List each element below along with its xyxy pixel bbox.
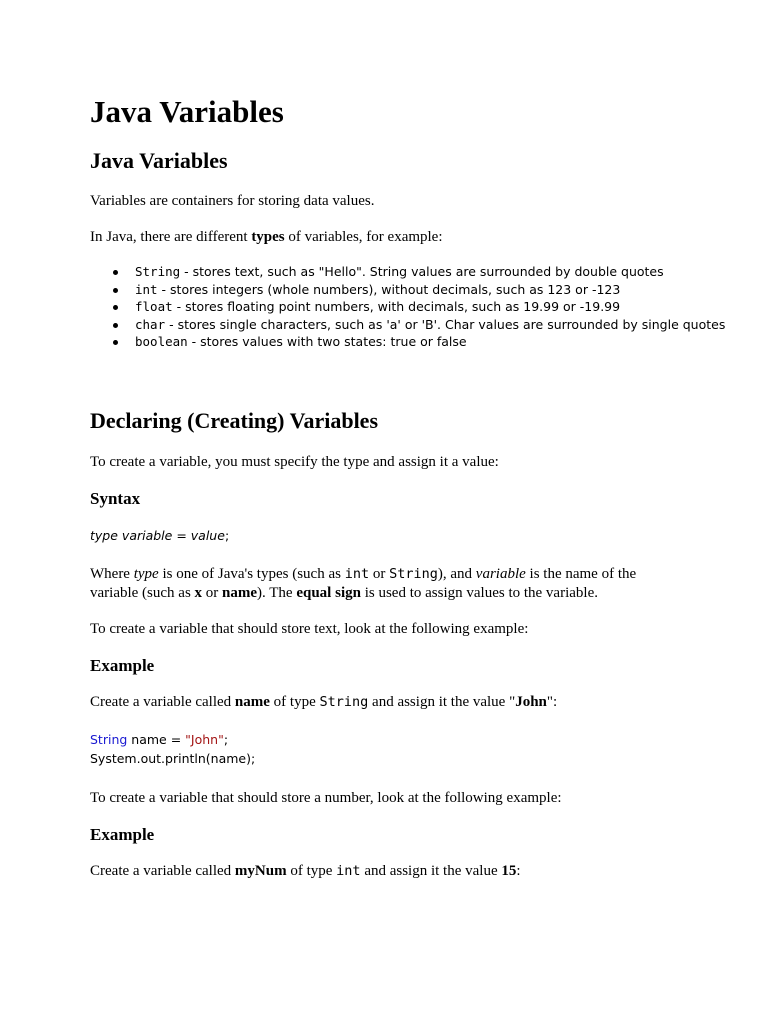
- syntax-heading: Syntax: [90, 489, 141, 508]
- code-keyword: String: [90, 732, 128, 747]
- syntax-type: type: [90, 528, 118, 543]
- where-int-code: int: [344, 566, 370, 582]
- where-variable-italic: variable: [475, 566, 526, 582]
- type-description: - stores floating point numbers, with decimals, such as 19.99 or -19.99: [172, 299, 621, 314]
- section-heading-java-variables: Java Variables: [90, 148, 228, 173]
- syntax-value: value: [190, 528, 225, 543]
- code-text: name =: [127, 732, 186, 747]
- data-types-list: [90, 263, 725, 351]
- example2-desc-text: :: [516, 863, 521, 879]
- syntax-semicolon: ;: [224, 528, 230, 543]
- where-name-bold: name: [222, 585, 258, 601]
- syntax-line: [90, 528, 229, 544]
- syntax-equals: =: [172, 528, 191, 543]
- text-example-intro: To create a variable that should store text, look at the following example:: [90, 621, 529, 637]
- declaring-intro-paragraph: To create a variable, you must specify the type and assign it a value:: [90, 454, 499, 470]
- where-text: or: [369, 566, 390, 582]
- where-text: Where: [90, 566, 134, 582]
- where-type-italic: type: [133, 566, 159, 582]
- list-item: [135, 333, 725, 351]
- example2-desc-text: Create a variable called: [90, 863, 235, 879]
- where-text: variable (such as: [90, 585, 195, 601]
- type-description: - stores values with two states: true or false: [187, 334, 467, 349]
- type-code: String: [135, 264, 181, 279]
- type-code: float: [135, 299, 173, 314]
- type-description: - stores single characters, such as 'a' or 'B'. Char values are surrounded by single quotes: [165, 316, 726, 332]
- example1-desc-text: of type: [269, 694, 320, 710]
- list-item: [135, 281, 725, 299]
- number-example-intro: To create a variable that should store a number, look at the following example:: [90, 790, 562, 806]
- where-text: is the name of the: [525, 566, 637, 582]
- example1-desc-text: and assign it the value ": [368, 694, 516, 710]
- code-line-2: System.out.println(name);: [90, 751, 256, 766]
- code-string-literal: "John": [185, 732, 224, 747]
- example1-desc-text: Create a variable called: [90, 694, 235, 710]
- where-equal-sign-bold: equal sign: [296, 585, 361, 601]
- example2-desc-text: of type: [286, 863, 337, 879]
- where-text: is one of Java's types (such as: [158, 566, 345, 582]
- syntax-variable: variable: [121, 528, 173, 543]
- example1-value-bold: John: [515, 694, 547, 710]
- list-item: [135, 263, 725, 281]
- type-description: - stores integers (whole numbers), without decimals, such as 123 or -123: [157, 281, 621, 297]
- example1-desc-text: ":: [546, 694, 558, 710]
- type-code: char: [135, 316, 166, 332]
- types-para-before: In Java, there are different: [90, 229, 252, 245]
- where-paragraph-line1: [90, 565, 636, 584]
- code-text: ;: [223, 732, 229, 747]
- where-paragraph-line2: [90, 584, 598, 603]
- where-text: ). The: [257, 585, 297, 601]
- type-description: - stores text, such as "Hello". String values are surrounded by double quotes: [180, 264, 664, 279]
- types-paragraph: [90, 228, 443, 247]
- types-para-after: of variables, for example:: [284, 229, 443, 245]
- where-text: ), and: [437, 566, 476, 582]
- example2-description: [90, 862, 521, 881]
- example-heading-2: Example: [90, 825, 155, 844]
- list-item: [135, 316, 725, 334]
- type-code: boolean: [135, 334, 188, 349]
- where-text: or: [202, 585, 223, 601]
- page-title: Java Variables: [90, 94, 284, 129]
- intro-paragraph: Variables are containers for storing data values.: [90, 193, 375, 209]
- type-code: int: [135, 281, 158, 297]
- list-item: [135, 298, 725, 316]
- example2-value-bold: 15: [501, 863, 517, 879]
- where-string-code: String: [389, 566, 438, 582]
- types-para-bold: types: [251, 229, 285, 245]
- where-text: is used to assign values to the variable.: [360, 585, 598, 601]
- example2-name-bold: myNum: [234, 863, 287, 879]
- example2-desc-text: and assign it the value: [360, 863, 502, 879]
- example1-name-bold: name: [234, 694, 270, 710]
- where-x-bold: x: [194, 585, 203, 601]
- code-block-1: [90, 730, 255, 768]
- example-heading-1: Example: [90, 656, 155, 675]
- example1-type-code: String: [319, 694, 369, 710]
- section-heading-declaring-variables: Declaring (Creating) Variables: [90, 408, 379, 433]
- code-line-1: [90, 730, 255, 749]
- example2-type-code: int: [336, 863, 361, 879]
- example1-description: [90, 693, 557, 712]
